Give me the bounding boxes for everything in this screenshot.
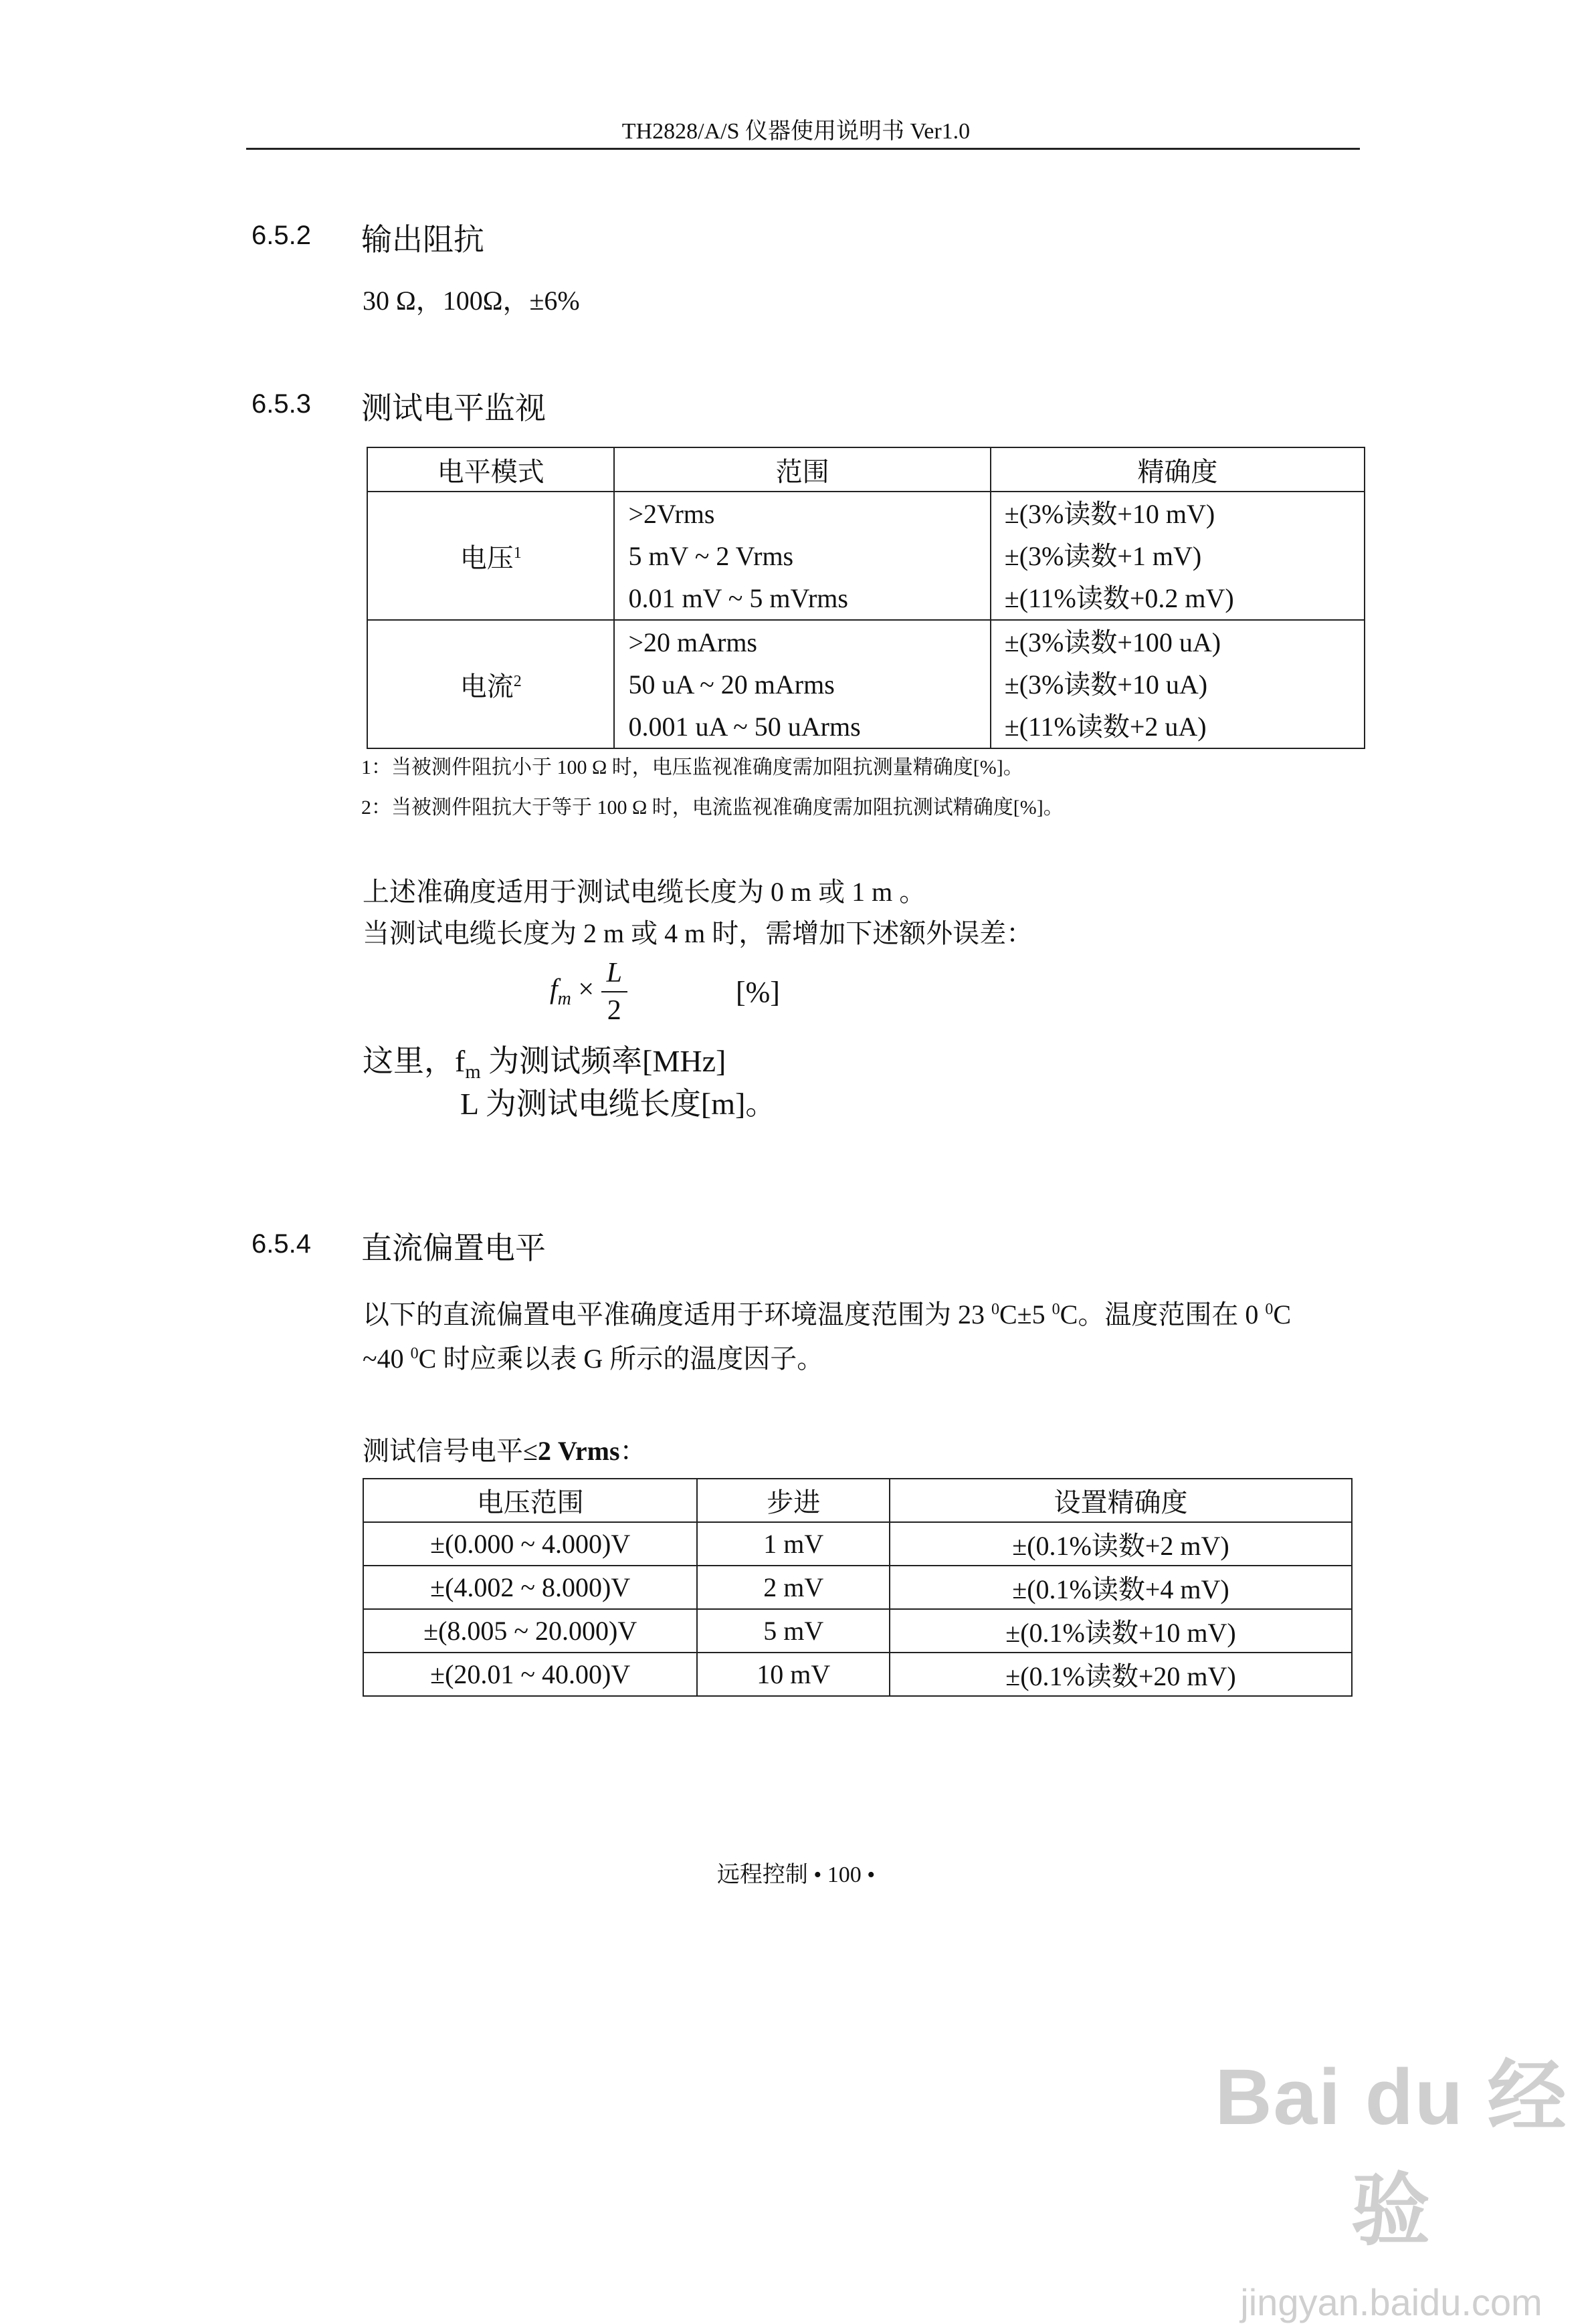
- table-row: [363, 1609, 1352, 1653]
- page-footer: 远程控制 • 100 •: [716, 1863, 876, 1887]
- formula-unit: [%]: [736, 976, 780, 1009]
- accuracy-value: ±(3%读数+1 mV): [1004, 540, 1202, 571]
- cable-length-paragraph-2: 当测试电缆长度为 2 m 或 4 m 时，需增加下述额外误差：: [363, 918, 1033, 948]
- footnote-1: 1：当被测件阻抗小于 100 Ω 时，电压监视准确度需加阻抗测量精确度[%]。: [361, 756, 1023, 778]
- formula-fraction: [601, 955, 627, 1029]
- text-run: C: [1273, 1299, 1292, 1330]
- range-cell: [614, 620, 990, 748]
- formula-subscript: m: [557, 988, 571, 1010]
- table-cell: ±(0.000 ~ 4.000)V: [363, 1522, 697, 1566]
- superscript: 0: [1052, 1301, 1060, 1318]
- where-line-2: L 为测试电缆长度[m]。: [460, 1087, 777, 1121]
- table-cell: ±(20.01 ~ 40.00)V: [363, 1653, 697, 1696]
- accuracy-value: ±(3%读数+10 mV): [1004, 498, 1215, 529]
- text-run: ~40: [363, 1344, 411, 1374]
- superscript: 0: [991, 1301, 999, 1318]
- where-line-1-rest: 为测试频率[MHz]: [480, 1044, 726, 1078]
- accuracy-value: ±(11%读数+0.2 mV): [1004, 583, 1234, 613]
- table-cell: ±(0.1%读数+10 mV): [890, 1609, 1352, 1653]
- text-run: C 时应乘以表 G 所示的温度因子。: [418, 1344, 824, 1374]
- table-title-text: ：: [619, 1436, 647, 1466]
- dc-bias-paragraph-line-2: [363, 1332, 823, 1380]
- mode-label: 电压: [460, 542, 514, 573]
- watermark-logo: Bai du 经验: [1215, 2053, 1568, 2255]
- accuracy-value: ±(11%读数+2 uA): [1004, 711, 1207, 742]
- formula-times: ×: [578, 974, 595, 1005]
- accuracy-cell: [991, 620, 1365, 748]
- range-value: 50 uA ~ 20 mArms: [628, 669, 835, 700]
- table-title-text: 测试信号电平≤: [363, 1436, 538, 1466]
- section-6-5-3-title: 测试电平监视: [361, 391, 546, 425]
- formula-numerator: L: [601, 955, 627, 992]
- where-f: f: [455, 1044, 466, 1078]
- footnote-ref: 2: [513, 672, 522, 690]
- accuracy-value: ±(3%读数+10 uA): [1004, 669, 1208, 700]
- mode-cell-current: [367, 620, 614, 748]
- table-header-cell: 精确度: [991, 447, 1365, 492]
- range-value: 0.001 uA ~ 50 uArms: [628, 711, 861, 742]
- section-6-5-2-title: 输出阻抗: [361, 223, 484, 257]
- watermark-url: jingyan.baidu.com: [1240, 2281, 1543, 2323]
- footnote-ref: 1: [513, 544, 522, 562]
- table-cell: ±(0.1%读数+4 mV): [890, 1566, 1352, 1609]
- table-header-cell: 电平模式: [367, 447, 614, 492]
- footnote-2: 2：当被测件阻抗大于等于 100 Ω 时，电流监视准确度需加阻抗测试精确度[%]。: [361, 797, 1064, 819]
- table-cell: 10 mV: [697, 1653, 890, 1696]
- header-rule: [246, 148, 1360, 150]
- table-row: [363, 1566, 1352, 1609]
- page-header: TH2828/A/S 仪器使用说明书 Ver1.0: [621, 119, 971, 144]
- superscript: 0: [410, 1345, 419, 1362]
- where-subscript: m: [465, 1061, 481, 1083]
- where-line-1: [363, 1037, 726, 1083]
- range-value: >20 mArms: [628, 627, 757, 657]
- section-6-5-4-title: 直流偏置电平: [361, 1231, 546, 1265]
- table-cell: 2 mV: [697, 1566, 890, 1609]
- cable-length-paragraph-1: 上述准确度适用于测试电缆长度为 0 m 或 1 m 。: [363, 877, 926, 907]
- table-row: [363, 1522, 1352, 1566]
- formula-denominator: 2: [607, 995, 621, 1026]
- level-monitor-table: [367, 447, 1365, 749]
- section-6-5-3-number: 6.5.3: [252, 389, 311, 419]
- table-row: [367, 620, 1365, 748]
- table-row: [367, 492, 1365, 620]
- table-header-cell: 电压范围: [363, 1479, 697, 1522]
- section-6-5-4-number: 6.5.4: [252, 1229, 311, 1259]
- range-value: 0.01 mV ~ 5 mVrms: [628, 583, 848, 613]
- accuracy-value: ±(3%读数+100 uA): [1004, 627, 1221, 657]
- table-title-bold: 2 Vrms: [537, 1436, 620, 1466]
- table-cell: 5 mV: [697, 1609, 890, 1653]
- table-header-cell: 设置精确度: [890, 1479, 1352, 1522]
- formula-f: f: [550, 974, 558, 1005]
- mode-label: 电流: [460, 671, 514, 702]
- range-value: >2Vrms: [628, 498, 715, 529]
- table-cell: ±(0.1%读数+20 mV): [890, 1653, 1352, 1696]
- section-6-5-2-number: 6.5.2: [252, 221, 311, 250]
- dc-bias-paragraph-line-1: [363, 1288, 1291, 1336]
- table-cell: ±(8.005 ~ 20.000)V: [363, 1609, 697, 1653]
- dc-bias-table-title: [363, 1430, 647, 1468]
- table-header-row: [363, 1479, 1352, 1522]
- table-header-row: [367, 447, 1365, 492]
- where-prefix: 这里，: [363, 1044, 455, 1078]
- text-run: 以下的直流偏置电平准确度适用于环境温度范围为 23: [363, 1299, 991, 1330]
- text-run: C±5: [999, 1299, 1052, 1330]
- error-formula: [550, 955, 627, 1029]
- table-cell: ±(0.1%读数+2 mV): [890, 1522, 1352, 1566]
- output-impedance-text: 30 Ω，100Ω，±6%: [363, 286, 580, 316]
- range-value: 5 mV ~ 2 Vrms: [628, 540, 794, 571]
- text-run: C。温度范围在 0: [1060, 1299, 1266, 1330]
- table-cell: 1 mV: [697, 1522, 890, 1566]
- superscript: 0: [1265, 1301, 1274, 1318]
- table-header-cell: 步进: [697, 1479, 890, 1522]
- range-cell: [614, 492, 990, 620]
- dc-bias-table: [363, 1478, 1353, 1697]
- table-row: [363, 1653, 1352, 1696]
- table-header-cell: 范围: [614, 447, 990, 492]
- table-cell: ±(4.002 ~ 8.000)V: [363, 1566, 697, 1609]
- accuracy-cell: [991, 492, 1365, 620]
- mode-cell-voltage: [367, 492, 614, 620]
- baidu-watermark: [1191, 2006, 1592, 2323]
